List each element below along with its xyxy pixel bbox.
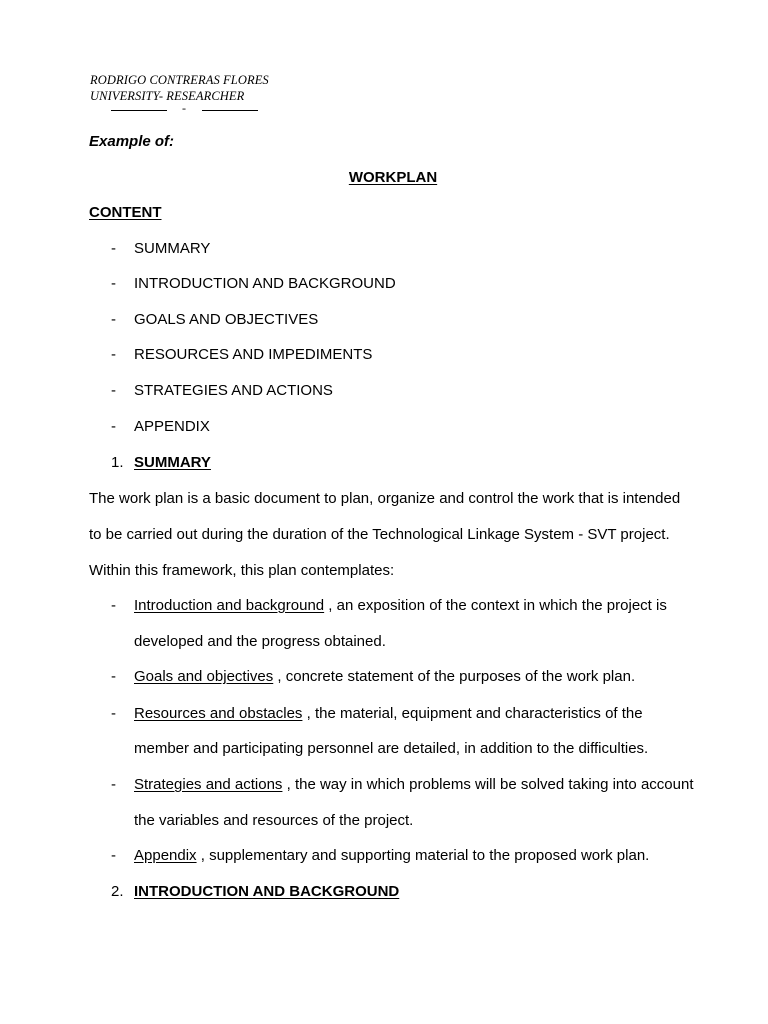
point-term: Goals and objectives xyxy=(134,668,274,685)
bullet-dash: - xyxy=(111,705,116,722)
bullet-dash: - xyxy=(111,668,116,685)
point-strategies xyxy=(134,776,693,794)
point-description: , the material, equipment and characteristics of the xyxy=(302,705,643,722)
summary-paragraph-line: to be carried out during the duration of the Technological Linkage System - SVT project. xyxy=(89,526,670,543)
section-title-summary: SUMMARY xyxy=(134,454,211,471)
section-title-introduction: INTRODUCTION AND BACKGROUND xyxy=(134,883,400,900)
content-item-appendix: APPENDIX xyxy=(134,418,210,435)
author-separator: - xyxy=(182,101,186,115)
point-term: Resources and obstacles xyxy=(134,705,303,722)
section-number: 1. xyxy=(111,454,124,471)
point-description: , supplementary and supporting material to the proposed work plan. xyxy=(196,847,650,864)
bullet-dash: - xyxy=(111,311,116,328)
point-term: Strategies and actions xyxy=(134,776,283,793)
summary-paragraph-line: The work plan is a basic document to plan, organize and control the work that is intended xyxy=(89,490,681,507)
point-continuation: developed and the progress obtained. xyxy=(134,633,386,650)
bullet-dash: - xyxy=(111,382,116,399)
point-term: Appendix xyxy=(134,847,197,864)
point-goals xyxy=(134,668,635,686)
document-title: WORKPLAN xyxy=(348,169,438,186)
bullet-dash: - xyxy=(111,418,116,435)
author-block xyxy=(90,72,269,104)
point-description: , an exposition of the context in which the project is xyxy=(324,597,667,614)
content-item-resources: RESOURCES AND IMPEDIMENTS xyxy=(134,346,373,363)
content-item-strategies: STRATEGIES AND ACTIONS xyxy=(134,382,333,399)
author-name: RODRIGO CONTRERAS FLORES xyxy=(90,73,269,87)
point-appendix xyxy=(134,847,649,865)
author-rule-left xyxy=(111,110,167,111)
point-description: , concrete statement of the purposes of the work plan. xyxy=(273,668,636,685)
bullet-dash: - xyxy=(111,346,116,363)
content-heading: CONTENT xyxy=(89,204,162,221)
section-number: 2. xyxy=(111,883,124,900)
point-term: Introduction and background xyxy=(134,597,325,614)
bullet-dash: - xyxy=(111,275,116,292)
author-role: UNIVERSITY- RESEARCHER xyxy=(90,89,245,103)
summary-paragraph-line: Within this framework, this plan contemplates: xyxy=(89,562,395,579)
point-continuation: the variables and resources of the project. xyxy=(134,812,414,829)
bullet-dash: - xyxy=(111,240,116,257)
content-item-introduction: INTRODUCTION AND BACKGROUND xyxy=(134,275,396,292)
example-label: Example of: xyxy=(89,133,175,150)
point-resources xyxy=(134,705,643,723)
point-introduction xyxy=(134,597,667,615)
point-description: , the way in which problems will be solved taking into account xyxy=(282,776,694,793)
author-rule-right xyxy=(202,110,258,111)
content-item-goals: GOALS AND OBJECTIVES xyxy=(134,311,319,328)
content-item-summary: SUMMARY xyxy=(134,240,211,257)
bullet-dash: - xyxy=(111,776,116,793)
bullet-dash: - xyxy=(111,597,116,614)
bullet-dash: - xyxy=(111,847,116,864)
point-continuation: member and participating personnel are detailed, in addition to the difficulties. xyxy=(134,740,649,757)
